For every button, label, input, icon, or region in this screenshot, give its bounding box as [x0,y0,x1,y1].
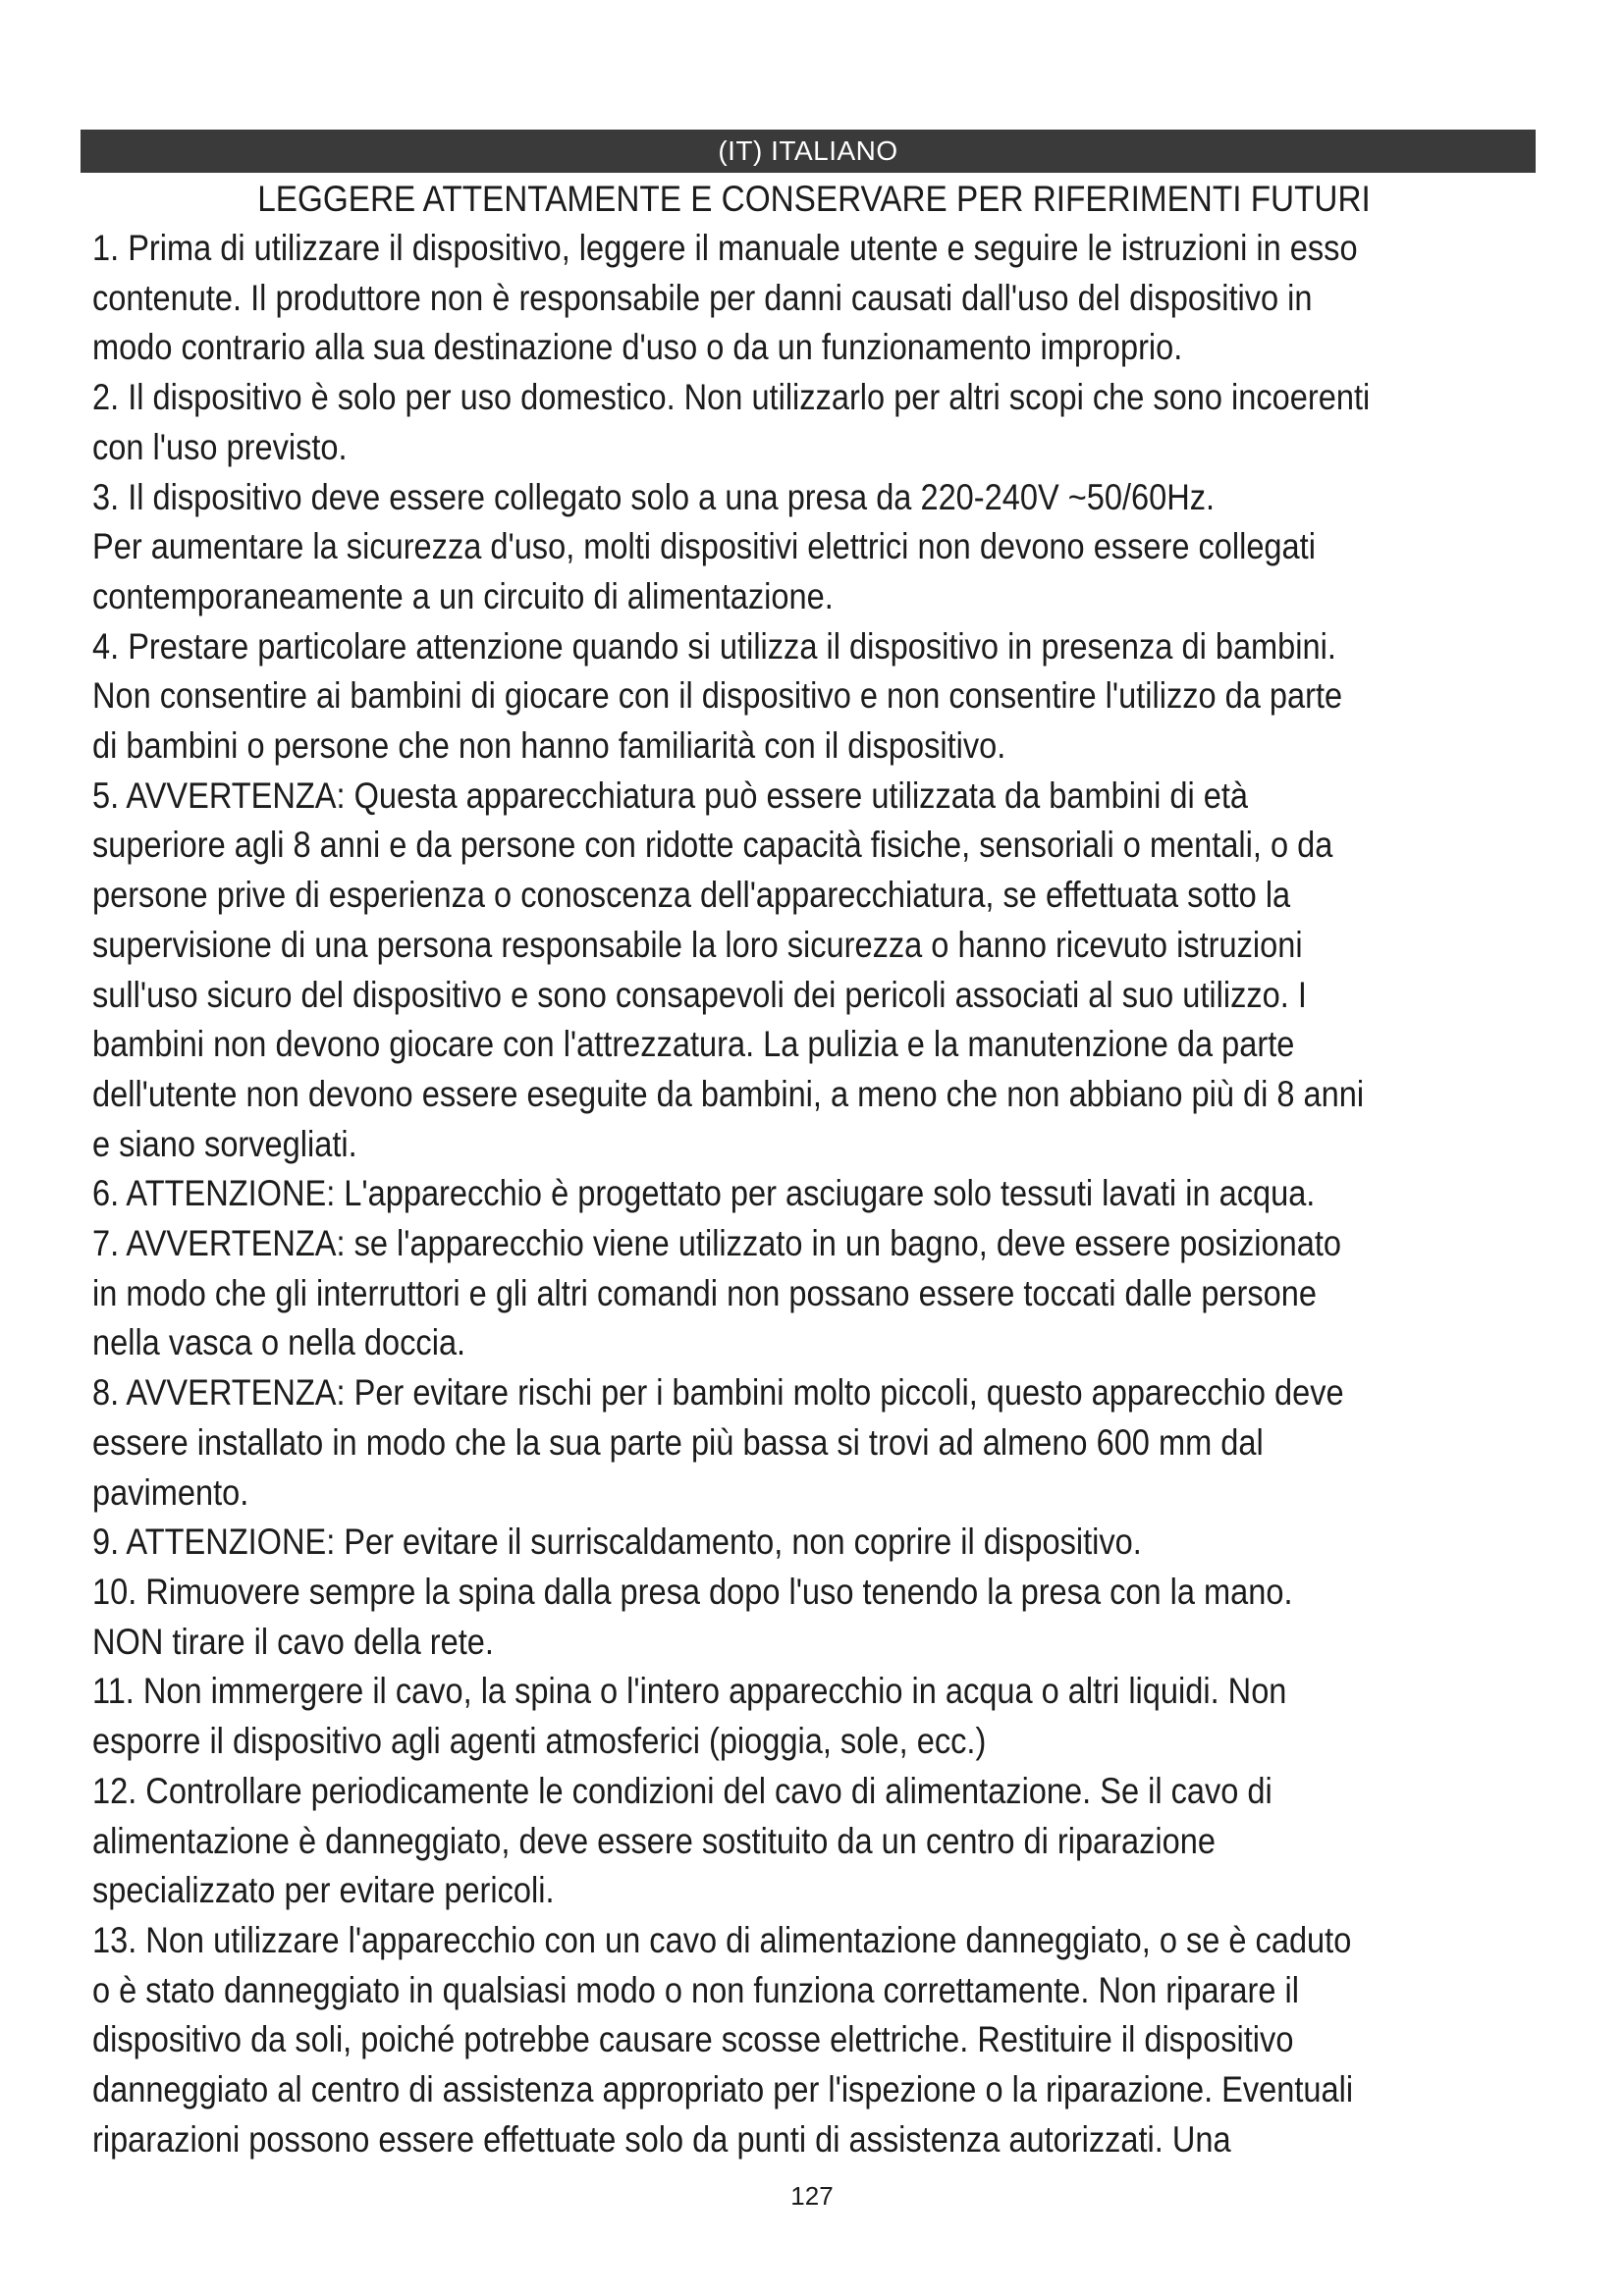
instruction-paragraph-1: 1. Prima di utilizzare il dispositivo, leggere il manuale utente e seguire le istruzioni in esso contenute. Il produttore non è responsabile per danni causati dall'uso del dispositivo in modo contrario alla sua destinazione d'uso o da un funzionamento improprio. [92,228,1358,368]
instruction-paragraph-3: 3. Il dispositivo deve essere collegato solo a una presa da 220-240V ~50/60Hz. Per aumentare la sicurezza d'uso, molti dispositivi elettrici non devono essere collegati contemporaneamente a un circuito di alimentazione. [92,476,1316,616]
instruction-paragraph-5: 5. AVVERTENZA: Questa apparecchiatura può essere utilizzata da bambini di età superiore agli 8 anni e da persone con ridotte capacità fisiche, sensoriali o mentali, o da persone prive di esperienza o conoscenza dell'apparecchiatura, se effettuata sotto la supervisione di una persona responsabile la loro sicurezza o hanno ricevuto istruzioni sull'uso sicuro del dispositivo e sono consapevoli dei pericoli associati al suo utilizzo. I bambini non devono giocare con l'attrezzatura. La pulizia e la manutenzione da parte dell'utente non devono essere eseguite da bambini, a meno che non abbiano più di 8 anni e siano sorvegliati. [92,774,1365,1164]
page-number: 127 [790,2181,834,2211]
instruction-paragraph-6: 6. ATTENZIONE: L'apparecchio è progettato per asciugare solo tessuti lavati in acqua. [92,1173,1316,1214]
language-banner: (IT) ITALIANO [81,130,1536,173]
instruction-paragraph-12: 12. Controllare periodicamente le condizioni del cavo di alimentazione. Se il cavo di alimentazione è danneggiato, deve essere sostituito da un centro di riparazione specializzato per evitare pericoli. [92,1770,1272,1911]
instruction-paragraph-9: 9. ATTENZIONE: Per evitare il surriscaldamento, non coprire il dispositivo. [92,1522,1142,1563]
instruction-paragraph-8: 8. AVVERTENZA: Per evitare rischi per i bambini molto piccoli, questo apparecchio deve essere installato in modo che la sua parte più bassa si trovi ad almeno 600 mm dal pavimento. [92,1372,1344,1513]
page-content [92,175,1536,2164]
instruction-paragraph-7: 7. AVVERTENZA: se l'apparecchio viene utilizzato in un bagno, deve essere posizionato in modo che gli interruttori e gli altri comandi non possano essere toccati dalle persone nella vasca o nella doccia. [92,1223,1341,1363]
instruction-paragraph-4: 4. Prestare particolare attenzione quando si utilizza il dispositivo in presenza di bambini. Non consentire ai bambini di giocare con il dispositivo e non consentire l'utilizzo da parte di bambini o persone che non hanno familiarità con il dispositivo. [92,625,1343,767]
instruction-paragraph-11: 11. Non immergere il cavo, la spina o l'intero apparecchio in acqua o altri liquidi. Non esporre il dispositivo agli agenti atmosferici (pioggia, sole, ecc.) [92,1671,1287,1762]
document-title: LEGGERE ATTENTAMENTE E CONSERVARE PER RIFERIMENTI FUTURI [257,179,1371,219]
instruction-paragraph-2: 2. Il dispositivo è solo per uso domestico. Non utilizzarlo per altri scopi che sono incoerenti con l'uso previsto. [92,377,1371,467]
instruction-paragraph-10: 10. Rimuovere sempre la spina dalla presa dopo l'uso tenendo la presa con la mano. NON tirare il cavo della rete. [92,1571,1293,1662]
safety-instructions [92,224,1536,2164]
instruction-paragraph-13: 13. Non utilizzare l'apparecchio con un cavo di alimentazione danneggiato, o se è caduto o è stato danneggiato in qualsiasi modo o non funziona correttamente. Non riparare il dispositivo da soli, poiché potrebbe causare scosse elettriche. Restituire il dispositivo danneggiato al centro di assistenza appropriato per l'ispezione o la riparazione. Eventuali riparazioni possono essere effettuate solo da punti di assistenza autorizzati. Una [92,1919,1354,2160]
